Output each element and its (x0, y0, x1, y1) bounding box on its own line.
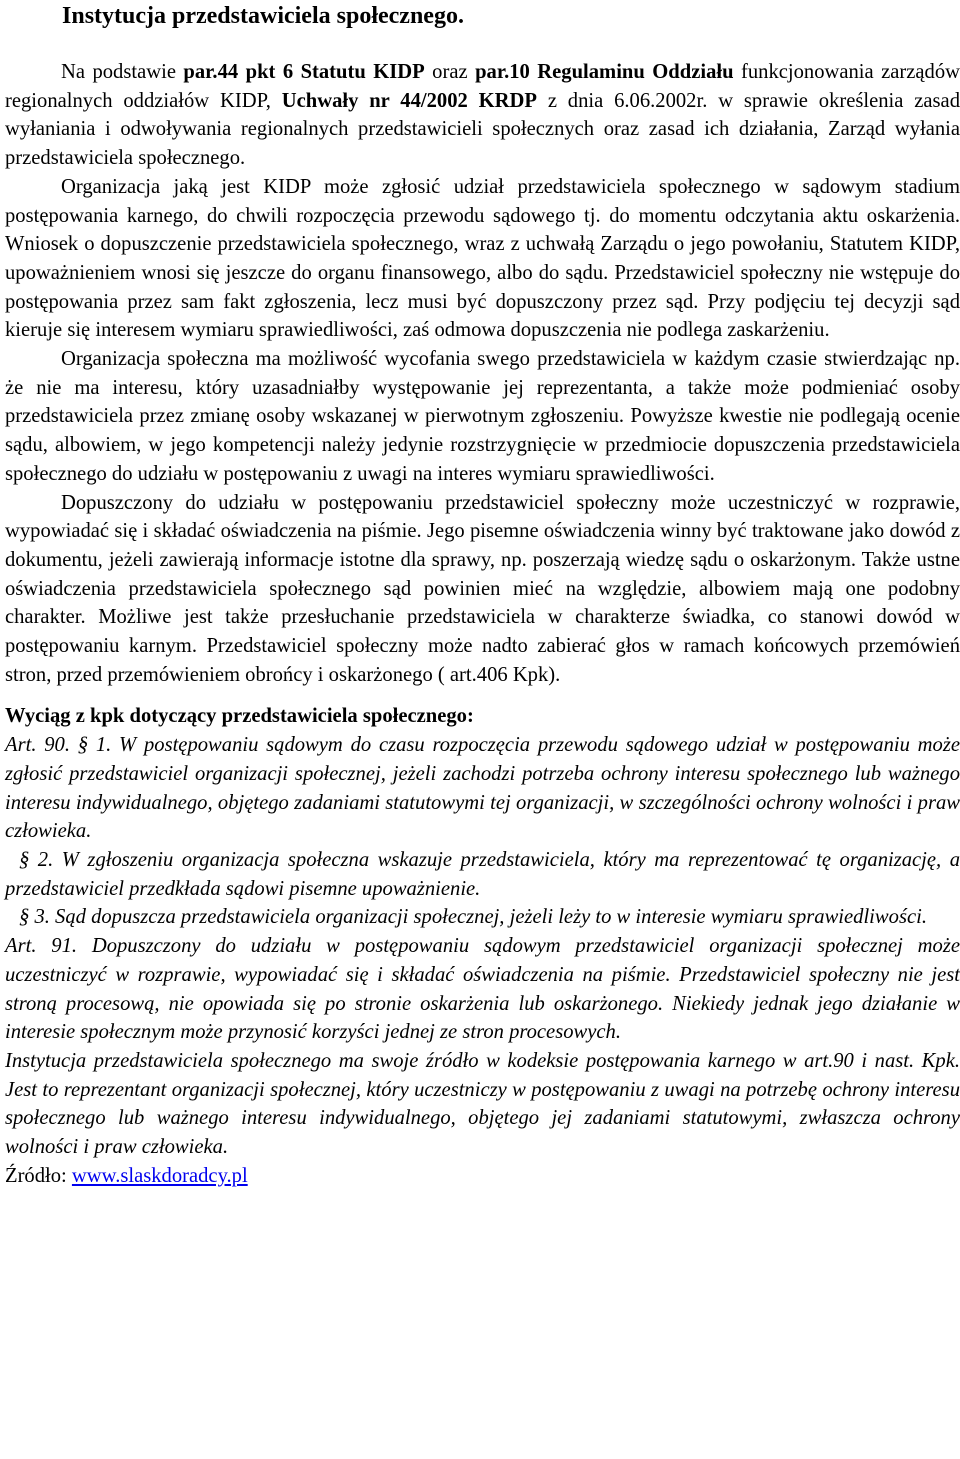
source-label: Źródło: (5, 1164, 72, 1187)
closing-paragraph: Instytucja przedstawiciela społecznego ma swoje źródło w kodeksie postępowania karnego w art.90 i nast. Kpk. Jest to reprezentant organizacji społecznej, który uczestniczy w postępowaniu z uwagi na potrzebę ochrony interesu społecznego lub ważnego interesu indywidualnego, objętego jej zadaniami statutowymi, zwłaszcza ochrony wolności i praw człowieka. (5, 1049, 960, 1159)
page-title: Instytucja przedstawiciela społecznego. (62, 3, 464, 29)
intro-text-a: Na podstawie (61, 61, 184, 83)
art-90-p2-text: 2. W zgłoszeniu organizacja społeczna wskazuje przedstawiciela, który ma reprezentować tę organizację, a przedstawiciel przedkłada sądowi pisemne upoważnienie. (5, 848, 960, 900)
regulation-reference: par.10 Regulaminu Oddziału (475, 61, 734, 83)
source-line (5, 1162, 960, 1191)
art-90-label: Art. 90. (5, 734, 70, 757)
art-91-paragraph: Art. 91. Dopuszczony do udziału w postępowaniu sądowym przedstawiciel organizacji społecznej może uczestniczyć w rozprawie, wypowiadać się i składać oświadczenia na piśmie. Przedstawiciel społeczny nie jest stroną procesową, nie opowiada się po stronie oskarżenia lub oskarżonego. Niekiedy jednak jego działanie w interesie społecznym może przynosić korzyści jednej ze stron procesowych. (5, 935, 960, 1044)
art-90-p1-text: 1. W postępowaniu sądowym do czasu rozpoczęcia przewodu sądowego udział w postępowaniu może zgłosić przedstawiciel organizacji społecznej, jeżeli zachodzi potrzeba ochrony interesu społecznego lub ważnego interesu indywidualnego, objętego zadaniami statutowymi tej organizacji, w szczególności ochrony wolności i praw człowieka. (5, 734, 960, 843)
source-link[interactable]: www.slaskdoradcy.pl (71, 1164, 248, 1187)
art-90-paragraph-3 (5, 903, 960, 932)
art-90-paragraph-1 (5, 731, 960, 846)
paragraph-sign-1: § (77, 734, 89, 757)
paragraph-withdrawal: Organizacja społeczna ma możliwość wycofania swego przedstawiciela w każdym czasie stwierdzając np. że nie ma interesu, który uzasadniałby występowanie jej reprezentanta, a także może podmieniać osoby przedstawiciela przez zmianę osoby wskazanej w pierwotnym zgłoszeniu. Powyższe kwestie nie podlegają ocenie sądu, albowiem, w jego kompetencji należy jedynie rozstrzygnięcie w przedmiocie dopuszczenia przedstawiciela społecznego do udziału w postępowaniu z uwagi na interes wymiaru sprawiedliwości. (5, 348, 960, 485)
intro-text-e: funkcjonowania zarządów regionalnych oddziałów KIDP, (5, 61, 960, 112)
resolution-reference: Uchwały nr 44/2002 KRDP (281, 89, 537, 112)
kpk-excerpt-heading: Wyciąg z kpk dotyczący przedstawiciela społecznego: (5, 705, 474, 728)
paragraph-sign-2: § (19, 848, 30, 871)
paragraph-rights: Dopuszczony do udziału w postępowaniu przedstawiciel społeczny może uczestniczyć w rozprawie, wypowiadać się i składać oświadczenia na piśmie. Jego pisemne oświadczenia winny być traktowane jako dowód z dokumentu, jeżeli zawierają informacje istotne dla sprawy, np. poszerzają wiedzę sądu o oskarżonym. Także ustne oświadczenia przedstawiciela społecznego sąd powinien mieć na względzie, albowiem mają one podobny charakter. Możliwe jest także przesłuchanie przedstawiciela w charakterze świadka, co stanowi dowód w postępowaniu karnym. Przedstawiciel społeczny może nadto zabierać głos w ramach końcowych przemówień stron, przed przemówieniem obrońcy i oskarżonego ( art.406 Kpk). (5, 491, 960, 686)
intro-text-g: z dnia 6.06.2002r. w sprawie określenia zasad wyłaniania i odwoływania regionalnych przedstawicieli społecznych oraz zasad ich działania, Zarząd wyłania przedstawiciela społecznego. (5, 89, 960, 170)
statute-reference: par.44 pkt 6 Statutu KIDP (183, 61, 425, 83)
art-90-p3-text: 3. Sąd dopuszcza przedstawiciela organizacji społecznej, jeżeli leży to w interesie wymiaru sprawiedliwości. (29, 906, 927, 929)
intro-paragraph (5, 58, 960, 173)
paragraph-sign-3: § (19, 906, 30, 929)
art-90-paragraph-2 (5, 846, 960, 903)
paragraph-participation: Organizacja jaką jest KIDP może zgłosić udział przedstawiciela społecznego w sądowym stadium postępowania karnego, do chwili rozpoczęcia przewodu sądowego tj. do momentu odczytania aktu oskarżenia. Wniosek o dopuszczenie przedstawiciela społecznego, wraz z uchwałą Zarządu o jego powołaniu, Statutem KIDP, upoważnieniem wnosi się jeszcze do organu finansowego, albo do sądu. Przedstawiciel społeczny nie wstępuje do postępowania przez sam fakt zgłoszenia, lecz musi być dopuszczony przez sąd. Przy podjęciu tej decyzji sąd kieruje się interesem wymiaru sprawiedliwości, zaś odmowa dopuszczenia nie podlega zaskarżeniu. (5, 175, 960, 342)
intro-text-c: oraz (424, 61, 476, 83)
